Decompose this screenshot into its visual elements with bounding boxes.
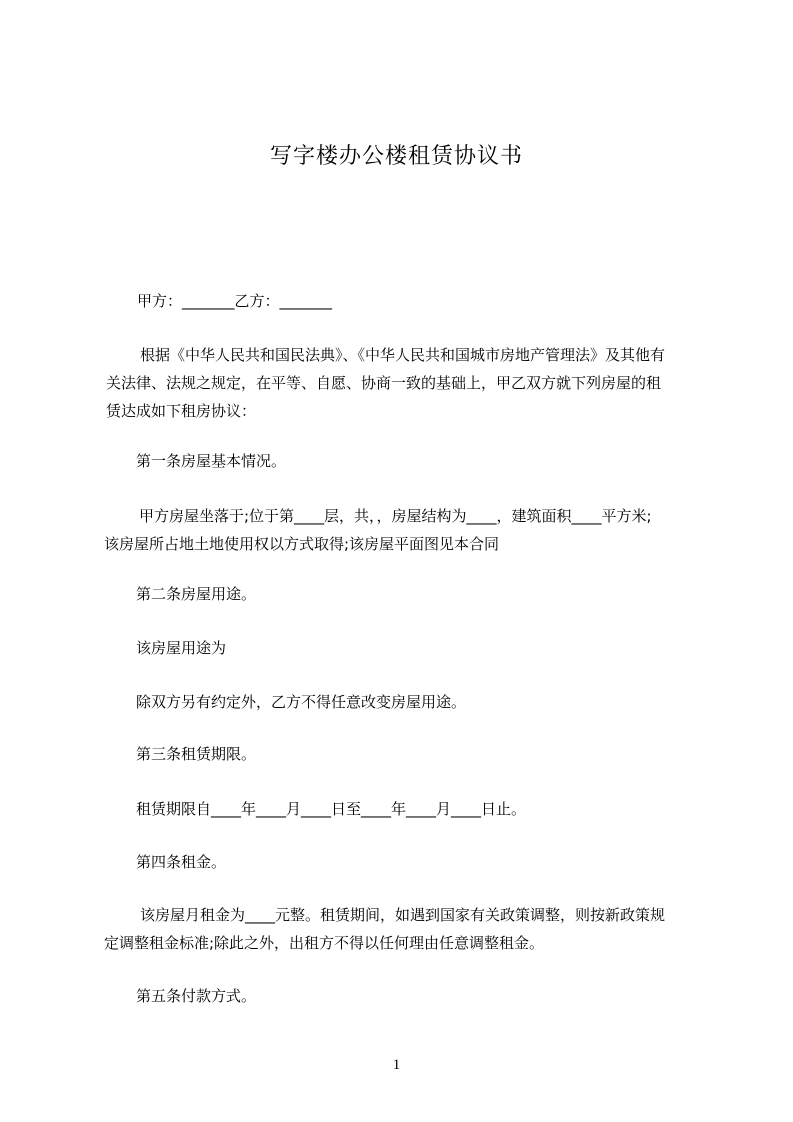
parties-line: 甲方：_______乙方：_______: [137, 292, 333, 310]
article-2-body-2: 除双方另有约定外，乙方不得任意改变房屋用途。: [136, 693, 467, 711]
document-title: 写字楼办公楼租赁协议书: [269, 144, 523, 169]
article-4-body-line-1: 该房屋月租金为____元整。租赁期间，如遇到国家有关政策调整，则按新政策规: [140, 906, 666, 924]
article-3-heading: 第三条租赁期限。: [136, 745, 257, 763]
article-2-heading: 第二条房屋用途。: [136, 585, 257, 603]
page-number: 1: [392, 1057, 401, 1073]
article-4-heading: 第四条租金。: [136, 853, 227, 871]
intro-line-2: 关法律、法规之规定，在平等、自愿、协商一致的基础上，甲乙双方就下列房屋的租: [106, 374, 662, 392]
article-1-body-line-2: 该房屋所占地土地使用权以方式取得;该房屋平面图见本合同: [104, 535, 500, 553]
intro-line-3: 赁达成如下租房协议：: [106, 402, 257, 420]
intro-line-1: 根据《中华人民共和国民法典》、《中华人民共和国城市房地产管理法》及其他有: [140, 346, 666, 364]
article-3-body: 租赁期限自____年____月____日至____年____月____日止。: [136, 800, 527, 818]
article-4-body-line-2: 定调整租金标准;除此之外，出租方不得以任何理由任意调整租金。: [104, 934, 545, 952]
article-1-heading: 第一条房屋基本情况。: [136, 452, 287, 470]
article-1-body-line-1: 甲方房屋坐落于;位于第____层，共，，房屋结构为____，建筑面积____平方米;: [139, 507, 652, 525]
article-5-heading: 第五条付款方式。: [136, 987, 257, 1005]
article-2-body-1: 该房屋用途为: [136, 639, 227, 657]
